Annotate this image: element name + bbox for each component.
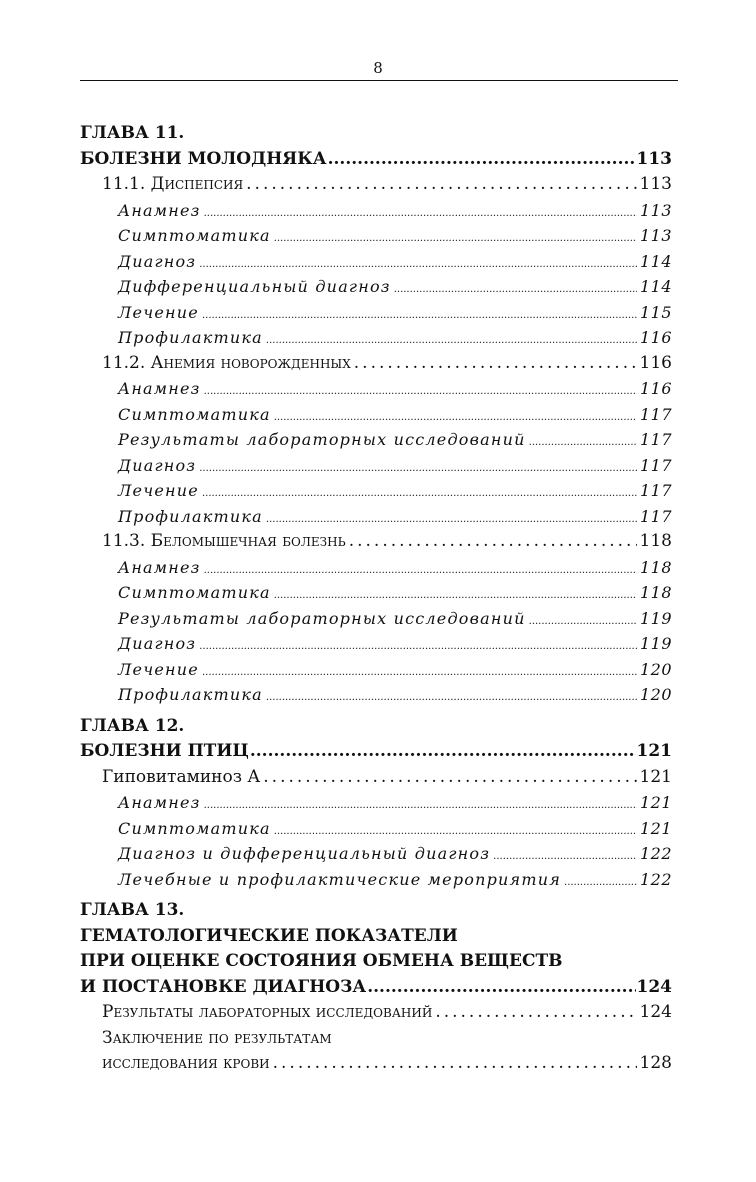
dot-leader [202, 660, 637, 686]
dot-leader [250, 739, 636, 765]
subsection-title: Анамнез [118, 793, 201, 812]
page-ref: 124 [639, 1002, 672, 1022]
page-ref: 117 [639, 506, 672, 526]
subsection-entry[interactable] [80, 504, 672, 530]
chapter-11 [80, 121, 672, 708]
page-ref: 116 [639, 379, 672, 398]
page-ref: 116 [639, 352, 672, 373]
chapter-title: БОЛЕЗНИ МОЛОДНЯКА [80, 148, 327, 169]
subsection-title: Результаты лабораторных исследований [118, 608, 526, 628]
chapter-title-entry[interactable] [80, 975, 672, 1001]
subsection-title: Анамнез [118, 379, 201, 398]
page-ref: 118 [639, 557, 672, 577]
subsection-title: Диагноз и дифференциальный диагноз [118, 844, 491, 863]
page-ref: 120 [639, 685, 672, 704]
page-ref: 120 [639, 659, 672, 679]
subsection-entry[interactable] [80, 867, 672, 893]
subsection-entry[interactable] [80, 790, 672, 816]
chapter-label: ГЛАВА 11. [80, 123, 185, 143]
dot-leader [266, 685, 637, 711]
page-ref: 116 [639, 328, 672, 347]
page-ref: 121 [639, 766, 672, 787]
page-ref: 121 [636, 741, 672, 761]
section-entry[interactable] [80, 1000, 672, 1026]
subsection-title: Симптоматика [118, 404, 271, 424]
section-entry[interactable] [80, 765, 672, 791]
section-entry[interactable] [80, 529, 672, 555]
dot-leader [564, 870, 637, 896]
subsection-title: Лечебные и профилактические мероприятия [118, 869, 562, 889]
dot-leader [202, 481, 637, 507]
chapter-title: И ПОСТАНОВКЕ ДИАГНОЗА [80, 976, 367, 997]
chapter-title-entry[interactable] [80, 739, 672, 765]
page-ref: 124 [636, 976, 672, 997]
section-entry[interactable] [80, 351, 672, 377]
page-ref: 121 [639, 818, 672, 838]
header-rule [80, 80, 678, 81]
dot-leader [328, 147, 636, 173]
subsection-title: Результаты лабораторных исследований [118, 430, 526, 449]
subsection-title: Анамнез [118, 557, 201, 577]
section-title: 11.3. Беломышечная болезнь [102, 531, 346, 551]
section-title: 11.2. Анемия новорожденных [102, 352, 351, 373]
page-ref: 119 [639, 608, 672, 628]
chapter-12 [80, 714, 672, 893]
subsection-entry[interactable] [80, 300, 672, 326]
dot-leader [529, 430, 637, 456]
subsection-entry[interactable] [80, 606, 672, 632]
table-of-contents [80, 121, 672, 1077]
subsection-entry[interactable] [80, 631, 672, 657]
section-title-line: Заключение по результатам [102, 1027, 332, 1048]
subsection-entry[interactable] [80, 325, 672, 351]
subsection-title: Дифференциальный диагноз [118, 277, 391, 296]
subsection-entry[interactable] [80, 478, 672, 504]
chapter-label: ГЛАВА 12. [80, 715, 185, 736]
subsection-entry[interactable] [80, 223, 672, 249]
dot-leader [435, 1000, 636, 1026]
subsection-entry[interactable] [80, 453, 672, 479]
subsection-entry[interactable] [80, 249, 672, 275]
page-ref: 113 [639, 226, 672, 245]
subsection-title: Профилактика [118, 328, 263, 347]
page-ref: 122 [639, 844, 672, 863]
page-ref: 115 [639, 302, 672, 322]
page-ref: 117 [639, 404, 672, 424]
page-ref: 128 [639, 1053, 672, 1073]
page-ref: 118 [639, 583, 672, 602]
subsection-entry[interactable] [80, 580, 672, 606]
page-ref: 119 [639, 634, 672, 653]
section-title: исследования крови [102, 1053, 270, 1073]
page-ref: 117 [639, 481, 672, 500]
subsection-title: Лечение [118, 659, 199, 679]
dot-leader [273, 1051, 637, 1077]
dot-leader [349, 529, 637, 555]
subsection-entry[interactable] [80, 841, 672, 867]
subsection-entry[interactable] [80, 816, 672, 842]
chapter-label: ГЛАВА 13. [80, 900, 185, 920]
dot-leader [274, 226, 637, 252]
dot-leader [246, 172, 636, 198]
section-entry[interactable] [80, 172, 672, 198]
dot-leader [199, 634, 637, 660]
chapter-title: БОЛЕЗНИ ПТИЦ [80, 741, 249, 761]
subsection-title: Диагноз [118, 251, 197, 271]
dot-leader [199, 456, 637, 482]
page-ref: 114 [639, 251, 672, 271]
subsection-title: Диагноз [118, 455, 197, 475]
dot-leader [263, 765, 636, 791]
subsection-title: Анамнез [118, 200, 201, 220]
subsection-entry[interactable] [80, 376, 672, 402]
subsection-entry[interactable] [80, 657, 672, 683]
page-ref: 114 [639, 277, 672, 296]
subsection-title: Симптоматика [118, 818, 271, 838]
page-ref: 117 [639, 455, 672, 475]
section-title: Гиповитаминоз А [102, 766, 261, 787]
dot-leader [394, 277, 637, 303]
subsection-entry[interactable] [80, 274, 672, 300]
dot-leader [367, 975, 635, 1001]
subsection-title: Симптоматика [118, 583, 271, 602]
page-ref: 118 [639, 531, 672, 551]
page-ref: 122 [639, 869, 672, 889]
chapter-title-line: ПРИ ОЦЕНКЕ СОСТОЯНИЯ ОБМЕНА ВЕЩЕСТВ [80, 951, 563, 971]
dot-leader [529, 609, 637, 635]
subsection-title: Профилактика [118, 685, 263, 704]
page-ref: 113 [639, 200, 672, 220]
subsection-title: Профилактика [118, 506, 263, 526]
subsection-entry[interactable] [80, 427, 672, 453]
subsection-title: Лечение [118, 302, 199, 322]
page-ref: 121 [639, 793, 672, 812]
section-title: 11.1. Диспепсия [102, 174, 244, 194]
page-number: 8 [373, 59, 383, 77]
page-ref: 117 [639, 430, 672, 449]
subsection-entry[interactable] [80, 555, 672, 581]
subsection-title: Симптоматика [118, 226, 271, 245]
section-title: Результаты лабораторных исследований [102, 1002, 433, 1022]
page-ref: 113 [639, 174, 672, 194]
page-ref: 113 [636, 148, 672, 169]
dot-leader [202, 303, 637, 329]
subsection-entry[interactable] [80, 402, 672, 428]
subsection-entry[interactable] [80, 682, 672, 708]
subsection-title: Лечение [118, 481, 199, 500]
chapter-title-line: ГЕМАТОЛОГИЧЕСКИЕ ПОКАЗАТЕЛИ [80, 925, 458, 946]
chapter-title-entry[interactable] [80, 147, 672, 173]
subsection-entry[interactable] [80, 198, 672, 224]
chapter-13 [80, 898, 672, 1077]
section-entry[interactable] [80, 1051, 672, 1077]
subsection-title: Диагноз [118, 634, 197, 653]
dot-leader [354, 351, 637, 377]
